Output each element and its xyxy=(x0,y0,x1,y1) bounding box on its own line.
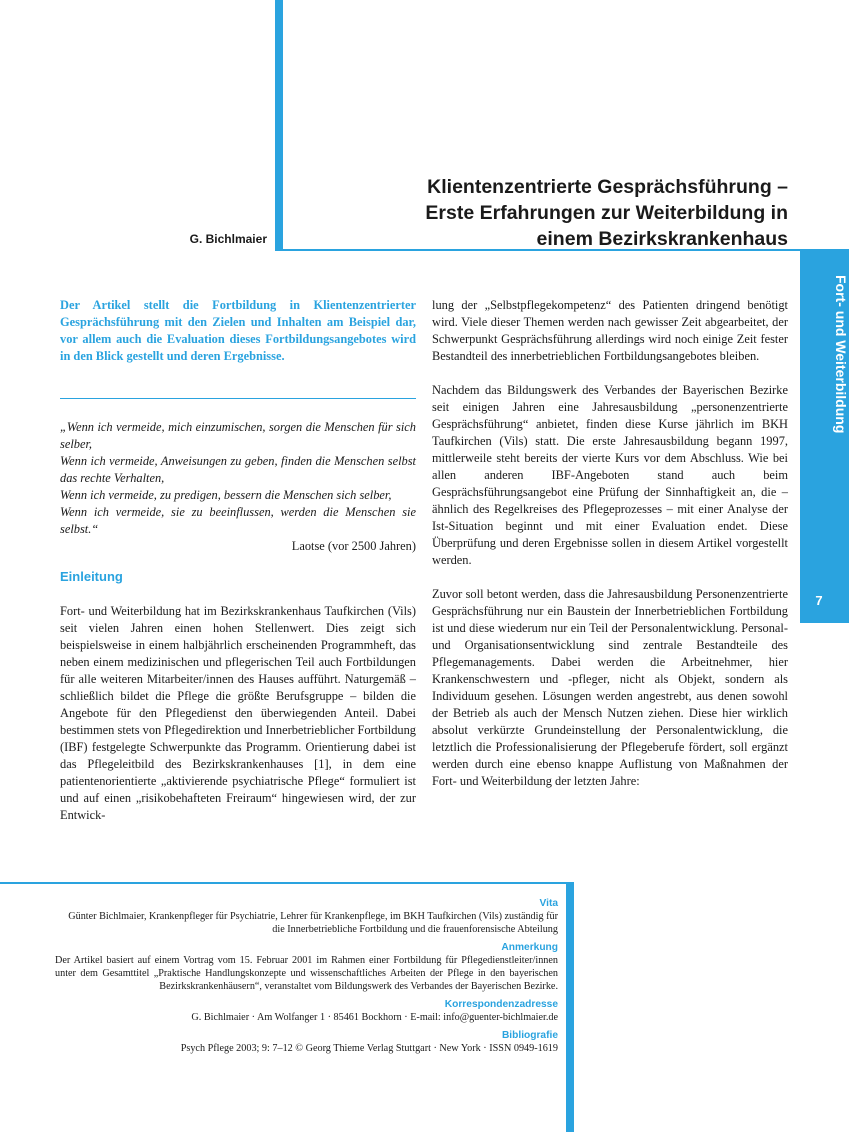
bottom-accent-bar xyxy=(566,882,574,1132)
body-paragraph: lung der „Selbstpflegekompetenz“ des Patienten dringend benötigt wird. Viele dieser Themen werden nach gewisser Zeit abgearbeitet, der Schwerpunkt Gesprächsführung allerdings wird noch einige Zeit fester Bestandteil des innerbetrieblichen Fortbildungsangebotes bleiben. xyxy=(432,298,788,363)
title-line: Klientenzentrierte Gesprächsführung – xyxy=(427,176,788,198)
body-paragraph: Nachdem das Bildungswerk des Verbandes der Bayerischen Bezirke seit einigen Jahren eine Jahresausbildung „personenzentrierte Gesprächsführung“ anbietet, finden diese Kurse jährlich im BKH Taufkirchen (Vils) statt. Die erste Jahresausbildung begann 1997, mittlerweile steht bereits der vierte Kurs vor dem Abschluss. Wie bei allen anderen IBF-Angeboten stand auch beim Gesprächsführungsangebot eine Prüfung der Sinnhaftigkeit an, die – ähnlich des Regelkreises des Pflegeprozesses – mit einer Analyse der Ist-Situation beginnt und mit einer Evaluation endet. Diese Überprüfung und deren Ergebnisse sollen in diesem Artikel vorgestellt werden. xyxy=(432,383,788,567)
quote-line: „Wenn ich vermeide, mich einzumischen, sorgen die Menschen für sich selber, xyxy=(60,420,416,451)
address-text: G. Bichlmaier · Am Wolfanger 1 · 85461 Bockhorn · E-mail: info@guenter-bichlmaier.de xyxy=(191,1012,558,1023)
body-paragraph: Zuvor soll betont werden, dass die Jahresausbildung Personenzentrierte Gesprächsführung nur ein Baustein der Innerbetrieblichen Fortbildung ist und diese wiederum nur ein Teil der Personalentwicklung. Personal- und Organisationsentwicklung sind zentrale Bestandteile des Pflegemanagements. Dabei werden die Arbeitnehmer, hier Krankenschwestern und -pfleger, nicht als Objekt, sondern als Individuum gesehen. Lösungen werden angestrebt, aus denen sowohl der Betrieb als auch der Mensch Nutzen ziehen. Diese hier wirklich absolut verkürzte Grundeinstellung der Personalentwicklung, die letztlich die Professionalisierung der Pflegeberufe fördert, soll ergänzt werden durch eine ebenso knappe Auflistung von Maßnahmen der Fort- und Weiterbildung der letzten Jahre: xyxy=(432,587,788,788)
page-number: 7 xyxy=(815,593,823,608)
article-title xyxy=(340,174,788,252)
top-accent-bar xyxy=(275,0,283,250)
section-heading: Einleitung xyxy=(60,569,123,584)
side-tab-label: Fort- und Weiterbildung xyxy=(833,275,849,434)
bibliography-label: Bibliografie xyxy=(501,1030,558,1041)
abstract-divider xyxy=(60,398,416,399)
title-line: Erste Erfahrungen zur Weiterbildung in xyxy=(425,202,788,224)
vita-text: Günter Bichlmaier, Krankenpfleger für Psychiatrie, Lehrer für Krankenpflege, im BKH Taufkirchen (Vils) zuständig für die Innerbetriebliche Fortbildung und die frauenforensische Abteilung xyxy=(68,911,558,935)
quote-source: Laotse (vor 2500 Jahren) xyxy=(291,539,416,553)
title-line: einem Bezirkskrankenhaus xyxy=(536,228,788,250)
quote-line: Wenn ich vermeide, sie zu beeinflussen, werden die Menschen sie selbst.“ xyxy=(60,505,416,536)
article-notes xyxy=(55,892,558,1055)
section-side-tab xyxy=(800,251,849,623)
author-name: G. Bichlmaier xyxy=(189,232,267,246)
epigraph-quote xyxy=(60,419,416,538)
quote-line: Wenn ich vermeide, Anweisungen zu geben, finden die Menschen selbst das rechte Verhalten, xyxy=(60,454,416,485)
vita-label: Vita xyxy=(539,898,558,909)
footer-rule xyxy=(0,882,566,884)
left-column xyxy=(60,297,416,824)
quote-line: Wenn ich vermeide, zu predigen, bessern die Menschen sich selber, xyxy=(60,488,392,502)
bibliography-text: Psych Pflege 2003; 9: 7–12 © Georg Thieme Verlag Stuttgart · New York · ISSN 0949-1619 xyxy=(180,1043,558,1054)
note-label: Anmerkung xyxy=(501,942,558,953)
note-text: Der Artikel basiert auf einem Vortrag vom 15. Februar 2001 im Rahmen einer Fortbildung für Pflegedienstleiter/innen unter dem Gesamttitel „Praktische Handlungskonzepte und wissenschaftliches Arbeiten der Pflege in den bayerischen Bezirkskrankenhäusern“, veranstaltet vom Bildungswerk des Verbandes der Bayerischen Bezirke. xyxy=(55,955,558,992)
body-paragraph: Fort- und Weiterbildung hat im Bezirkskrankenhaus Taufkirchen (Vils) seit vielen Jahren einen hohen Stellenwert. Dies zeigt sich beispielsweise in einem halbjährlich erscheinenden Programmheft, das neben einem medizinischen und pflegerischen Teil auch Fortbildungen für alle weiteren Mitarbeiter/innen des Hauses aufführt. Naturgemäß – schließlich bildet die Pflege die größte Berufsgruppe – bilden die Angebote für den Pflegedienst den überwiegenden Anteil. Dabei bestimmen stets von Pflegedirektion und Innerbetrieblicher Fortbildung (IBF) festgelegte Schwerpunkte das Programm. Orientierung dabei ist das Pflegeleitbild des Bezirkskrankenhauses [1], in dem eine patientenorientierte „aktivierende psychiatrische Pflege“ formuliert ist und auf einen „risikobehafteten Freiraum“ hingewiesen wird, der zur Entwick- xyxy=(60,604,416,822)
right-column xyxy=(432,297,788,790)
address-label: Korrespondenzadresse xyxy=(444,999,558,1010)
abstract: Der Artikel stellt die Fortbildung in Klientenzentrierter Gesprächsführung mit den Zielen und Inhalten am Beispiel dar, vor allem auch die Evaluation dieses Fortbildungsangebotes wird in den Blick gestellt und deren Ergebnisse. xyxy=(60,298,416,363)
